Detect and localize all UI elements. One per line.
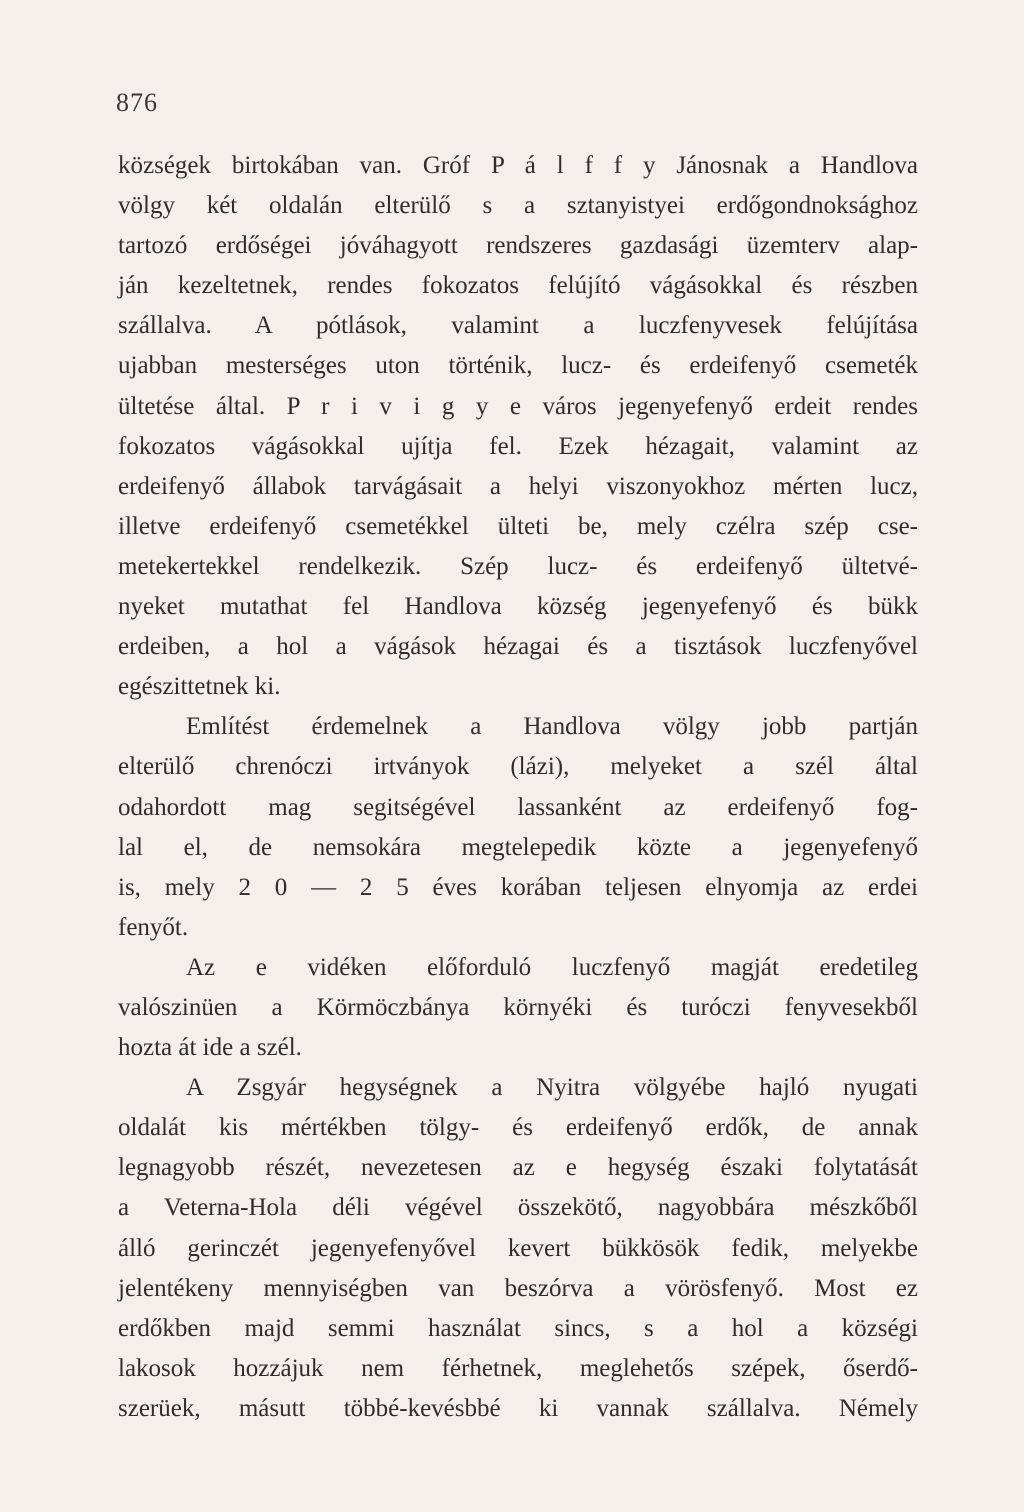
text-line: Az e vidéken előforduló luczfenyő magját eredetileg (186, 953, 918, 981)
text-line: erdőkben majd semmi használat sincs, s a hol a községi (118, 1314, 918, 1342)
text-line: tartozó erdőségei jóváhagyott rendszeres gazdasági üzemterv alap- (118, 232, 918, 260)
text-line: erdeifenyő állabok tarvágásait a helyi viszonyokhoz mérten lucz, (118, 472, 918, 500)
page-number: 876 (116, 88, 158, 117)
text-line: ján kezeltetnek, rendes fokozatos felújító vágásokkal és részben (118, 272, 918, 300)
text-line: a Veterna-Hola déli végével összekötő, nagyobbára mészkőből (118, 1194, 918, 1222)
text-line: valószinüen a Körmöczbánya környéki és turóczi fenyvesekből (118, 993, 918, 1021)
text-line: jelentékeny mennyiségben van beszórva a vörösfenyő. Most ez (118, 1274, 918, 1302)
text-line: egészittetnek ki. (118, 673, 281, 701)
text-line: hozta át ide a szél. (118, 1034, 302, 1062)
text-line: metekertekkel rendelkezik. Szép lucz- és erdeifenyő ültetvé- (118, 552, 918, 580)
text-line: illetve erdeifenyő csemetékkel ülteti be, mely czélra szép cse- (118, 512, 918, 540)
text-line: ujabban mesterséges uton történik, lucz- és erdeifenyő csemeték (118, 352, 918, 380)
text-line: Említést érdemelnek a Handlova völgy jobb partján (186, 713, 918, 741)
text-line: völgy két oldalán elterülő s a sztanyistyei erdőgondnoksághoz (118, 192, 918, 220)
text-line: erdeiben, a hol a vágások hézagai és a tisztások luczfenyővel (118, 633, 918, 661)
text-line: szerüek, másutt többé-kevésbbé ki vannak szállalva. Némely (118, 1394, 918, 1422)
text-line: szállalva. A pótlások, valamint a luczfenyvesek felújítása (118, 312, 918, 340)
text-line: lal el, de nemsokára megtelepedik közte a jegenyefenyő (118, 833, 918, 861)
text-line: fokozatos vágásokkal ujítja fel. Ezek hézagait, valamint az (118, 432, 918, 460)
text-line: oldalát kis mértékben tölgy- és erdeifenyő erdők, de annak (118, 1114, 918, 1142)
text-line: A Zsgyár hegységnek a Nyitra völgyébe hajló nyugati (186, 1074, 918, 1102)
text-line: községek birtokában van. Gróf P á l f f y Jánosnak a Handlova (118, 152, 918, 179)
text-line: lakosok hozzájuk nem férhetnek, meglehetős szépek, őserdő- (118, 1354, 918, 1382)
text-line: odahordott mag segitségével lassanként az erdeifenyő fog- (118, 793, 918, 821)
text-line: legnagyobb részét, nevezetesen az e hegység északi folytatását (118, 1154, 918, 1182)
text-line: elterülő chrenóczi irtványok (lázi), melyeket a szél által (118, 753, 918, 781)
text-line: fenyőt. (118, 913, 189, 941)
body-text (118, 146, 918, 1429)
text-line: is, mely 2 0 — 2 5 éves korában teljesen elnyomja az erdei (118, 873, 918, 901)
text-line: nyeket mutathat fel Handlova község jegenyefenyő és bükk (118, 593, 918, 621)
text-line: ültetése által. P r i v i g y e város jegenyefenyő erdeit rendes (118, 392, 918, 420)
text-line: álló gerinczét jegenyefenyővel kevert bükkösök fedik, melyekbe (118, 1234, 918, 1262)
